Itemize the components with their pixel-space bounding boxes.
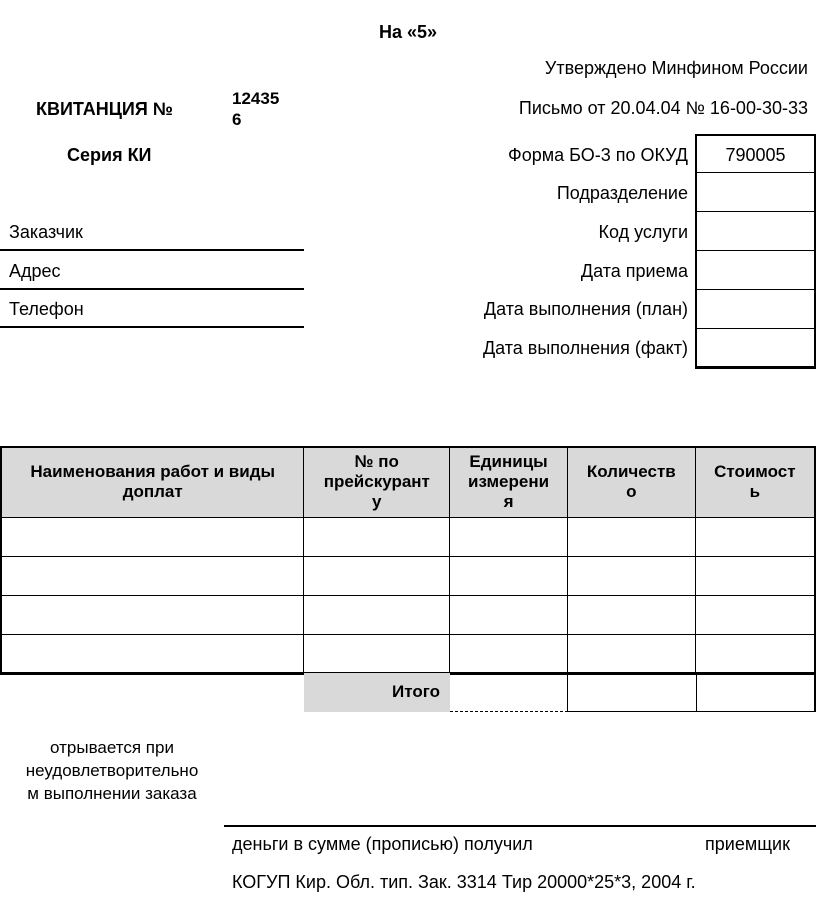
division-label: Подразделение <box>556 183 688 203</box>
table-cell[interactable] <box>695 634 815 673</box>
header-units-line-3: я <box>503 492 514 512</box>
okud-code-box[interactable]: 790005 <box>695 134 816 173</box>
receipt-number <box>232 88 279 130</box>
money-received-label: деньги в сумме (прописью) получил <box>232 834 533 854</box>
header-price-list-line-3: у <box>372 492 382 512</box>
tear-off-note-line-1: отрывается при <box>50 738 174 757</box>
table-cell[interactable] <box>304 634 450 673</box>
works-table <box>0 446 816 675</box>
header-quantity <box>567 447 695 517</box>
approval-line-1: Утверждено Минфином России <box>544 58 808 78</box>
address-label: Адрес <box>9 261 61 281</box>
total-cost-cell[interactable] <box>696 673 816 712</box>
total-label: Итого <box>304 673 450 712</box>
table-cell[interactable] <box>567 595 695 634</box>
printer-info: КОГУП Кир. Обл. тип. Зак. 3314 Тир 20000*25*3, 2004 г. <box>232 872 696 892</box>
receipt-series: Серия КИ <box>67 145 152 165</box>
total-units-dashed-line <box>450 711 568 712</box>
page-title: На «5» <box>378 22 438 42</box>
tear-off-line <box>224 825 816 827</box>
table-cell[interactable] <box>450 517 568 556</box>
table-cell[interactable] <box>695 595 815 634</box>
table-row <box>1 517 815 556</box>
table-cell[interactable] <box>695 556 815 595</box>
table-cell[interactable] <box>304 517 450 556</box>
header-work-name-line-1: Наименования работ и виды <box>30 462 276 482</box>
division-box[interactable] <box>695 172 816 212</box>
tear-off-note <box>0 736 224 805</box>
fact-date-box[interactable] <box>695 328 816 369</box>
plan-date-box[interactable] <box>695 289 816 329</box>
receipt-label: КВИТАНЦИЯ № <box>36 99 173 119</box>
header-cost-line-1: Стоимост <box>714 462 796 482</box>
customer-field[interactable] <box>0 249 304 251</box>
table-cell[interactable] <box>567 634 695 673</box>
header-price-list-line-2: прейскурант <box>323 472 430 492</box>
receiver-label: приемщик <box>705 834 790 854</box>
receipt-number-line-2: 6 <box>232 110 242 129</box>
table-cell[interactable] <box>567 556 695 595</box>
table-cell[interactable] <box>450 595 568 634</box>
header-work-name <box>1 447 304 517</box>
phone-label: Телефон <box>9 299 84 319</box>
address-field[interactable] <box>0 288 304 290</box>
table-cell[interactable] <box>304 556 450 595</box>
service-code-box[interactable] <box>695 211 816 251</box>
header-cost-line-2: ь <box>749 482 761 502</box>
table-row <box>1 556 815 595</box>
service-code-label: Код услуги <box>598 222 688 242</box>
customer-label: Заказчик <box>9 222 83 242</box>
header-units <box>450 447 568 517</box>
table-header-row <box>1 447 815 517</box>
total-quantity-cell[interactable] <box>567 673 697 712</box>
approval-line-2: Письмо от 20.04.04 № 16-00-30-33 <box>518 98 808 118</box>
header-price-list-no <box>304 447 450 517</box>
header-work-name-line-2: доплат <box>122 482 183 502</box>
table-cell[interactable] <box>1 556 304 595</box>
tear-off-note-line-2: неудовлетворительно <box>25 761 199 780</box>
phone-field[interactable] <box>0 326 304 328</box>
receive-date-box[interactable] <box>695 250 816 290</box>
header-units-line-2: измерени <box>468 472 550 492</box>
table-cell[interactable] <box>1 634 304 673</box>
table-cell[interactable] <box>304 595 450 634</box>
plan-date-label: Дата выполнения (план) <box>483 299 688 319</box>
fact-date-label: Дата выполнения (факт) <box>482 338 688 358</box>
table-cell[interactable] <box>695 517 815 556</box>
table-cell[interactable] <box>1 595 304 634</box>
table-row <box>1 595 815 634</box>
header-quantity-line-2: о <box>626 482 637 502</box>
table-cell[interactable] <box>1 517 304 556</box>
table-cell[interactable] <box>450 556 568 595</box>
okud-label: Форма БО-3 по ОКУД <box>508 145 688 165</box>
tear-off-note-line-3: м выполнении заказа <box>27 784 197 803</box>
table-cell[interactable] <box>450 634 568 673</box>
header-cost <box>695 447 815 517</box>
receipt-number-line-1: 12435 <box>232 89 280 108</box>
receive-date-label: Дата приема <box>580 261 688 281</box>
header-price-list-line-1: № по <box>354 452 399 472</box>
header-quantity-line-1: Количеств <box>586 462 676 482</box>
table-row <box>1 634 815 673</box>
header-units-line-1: Единицы <box>469 452 548 472</box>
table-cell[interactable] <box>567 517 695 556</box>
